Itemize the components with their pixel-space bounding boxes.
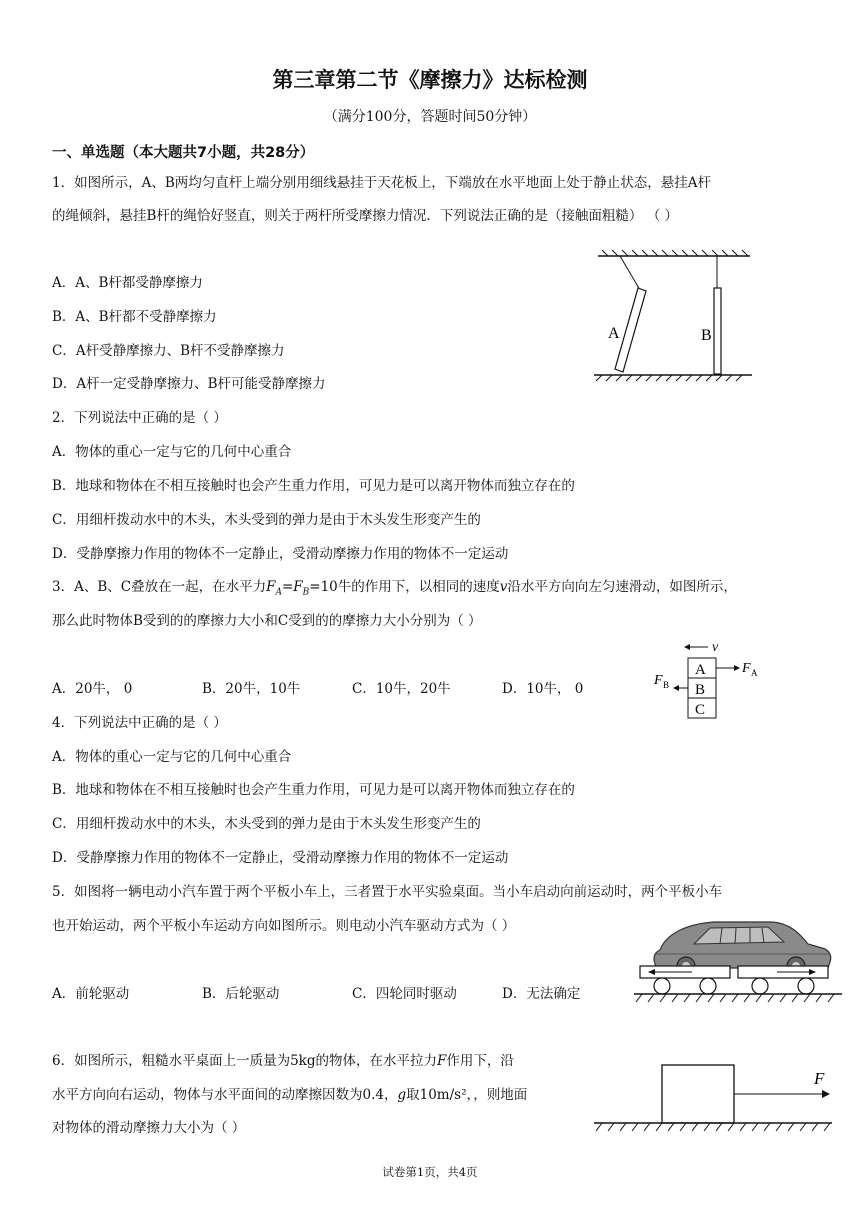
q3-stem-fa-sub: A <box>275 587 282 598</box>
q3-stem-eq: = <box>281 579 294 595</box>
q2-option-b: B．地球和物体在不相互接触时也会产生重力作用，可见力是可以离开物体而独立存在的 <box>52 478 575 494</box>
q2-option-a: A．物体的重心一定与它的几何中心重合 <box>52 444 292 460</box>
q6-stem-line2 <box>52 1085 527 1105</box>
q6-figure-block-pulled <box>592 1060 840 1134</box>
q5-option-b: B．后轮驱动 <box>202 986 280 1002</box>
q3-stem-fb: F <box>293 579 303 595</box>
q3-stem-v: v <box>499 579 508 595</box>
q6-stem-g: g <box>397 1087 407 1103</box>
section-heading-single-choice: 一、单选题（本大题共7小题，共28分） <box>52 145 315 161</box>
q6-fig-f: F <box>814 1069 825 1088</box>
q3-fig-block-b: B <box>695 682 706 698</box>
q1-option-b: B．A、B杆都不受静摩擦力 <box>52 309 217 325</box>
q5-option-a: A．前轮驱动 <box>52 986 130 1002</box>
q3-stem-line1 <box>52 577 737 603</box>
q3-stem-text: 3．A、B、C叠放在一起，在水平力 <box>52 579 267 595</box>
q3-stem-line2: 那么此时物体B受到的的摩擦力大小和C受到的的摩擦力大小分别为（ ） <box>52 613 482 629</box>
q3-stem-fb-sub: B <box>302 587 310 598</box>
q6-stem-line1 <box>52 1051 514 1071</box>
q3-fig-fb-sub: B <box>663 680 670 690</box>
q6-stem-text: 6．如图所示，粗糙水平桌面上一质量为5kg的物体，在水平拉力 <box>52 1053 437 1069</box>
q6-stem-text-post: 作用下，沿 <box>446 1053 514 1069</box>
q3-figure-stacked-blocks <box>650 638 770 728</box>
q1-stem-line2: 的绳倾斜，悬挂B杆的绳恰好竖直，则关于两杆所受摩擦力情况．下列说法正确的是（接触面粗糙） （ ） <box>52 208 679 224</box>
q5-stem-line2: 也开始运动，两个平板小车运动方向如图所示。则电动小汽车驱动方式为（ ） <box>52 918 516 934</box>
q3-stem-text-post: 沿水平方向向左匀速滑动，如图所示， <box>507 579 737 595</box>
q3-option-a: A．20牛， 0 <box>52 681 133 697</box>
q4-option-c: C．用细杆拨动水中的木头，木头受到的弹力是由于木头发生形变产生的 <box>52 816 481 832</box>
q6-stem-line3: 对物体的滑动摩擦力大小为（ ） <box>52 1120 246 1136</box>
q3-fig-fa: F <box>742 661 751 676</box>
q4-option-b: B．地球和物体在不相互接触时也会产生重力作用，可见力是可以离开物体而独立存在的 <box>52 782 575 798</box>
q1-fig-label-b: B <box>701 327 712 344</box>
page-footer: 试卷第1页，共4页 <box>382 1165 478 1179</box>
q4-stem: 4．下列说法中正确的是（ ） <box>52 715 227 731</box>
q4-option-a: A．物体的重心一定与它的几何中心重合 <box>52 749 292 765</box>
q6-stem-text2-post: 取10m/s²，，则地面 <box>406 1087 528 1103</box>
q1-stem-line1: 1．如图所示，A、B两均匀直杆上端分别用细线悬挂于天花板上，下端放在水平地面上处于静止状态，悬挂A杆 <box>52 175 712 191</box>
q3-stem-text-mid: =10牛的作用下，以相同的速度 <box>309 579 500 595</box>
q1-fig-label-a: A <box>608 325 620 342</box>
q3-fig-block-a: A <box>695 662 706 678</box>
q2-option-c: C．用细杆拨动水中的木头，木头受到的弹力是由于木头发生形变产生的 <box>52 512 481 528</box>
q3-option-c: C．10牛，20牛 <box>352 681 451 697</box>
q5-option-d: D．无法确定 <box>502 986 581 1002</box>
q5-figure-car-on-carts <box>632 908 846 1010</box>
q5-option-c: C．四轮同时驱动 <box>352 986 457 1002</box>
page-title: 第三章第二节《摩擦力》达标检测 <box>272 68 588 92</box>
q3-option-d: D．10牛， 0 <box>502 681 584 697</box>
q3-stem-fa: F <box>266 579 276 595</box>
q5-stem-line1: 5．如图将一辆电动小汽车置于两个平板小车上，三者置于水平实验桌面。当小车启动向前运动时，两个平板小车 <box>52 884 723 900</box>
q1-option-c: C．A杆受静摩擦力、B杆不受静摩擦力 <box>52 343 285 359</box>
q3-option-b: B．20牛，10牛 <box>202 681 301 697</box>
q3-fig-fb: F <box>654 673 663 688</box>
q1-option-d: D．A杆一定受静摩擦力、B杆可能受静摩擦力 <box>52 376 326 392</box>
q1-option-a: A．A、B杆都受静摩擦力 <box>52 275 203 291</box>
q3-fig-v: v <box>712 640 719 655</box>
q4-option-d: D．受静摩擦力作用的物体不一定静止，受滑动摩擦力作用的物体不一定运动 <box>52 850 509 866</box>
q2-option-d: D．受静摩擦力作用的物体不一定静止，受滑动摩擦力作用的物体不一定运动 <box>52 546 509 562</box>
q1-figure-rods <box>590 248 760 384</box>
q3-fig-block-c: C <box>695 702 706 718</box>
q6-stem-f: F <box>437 1053 447 1069</box>
q2-stem: 2．下列说法中正确的是（ ） <box>52 410 227 426</box>
page-subtitle: （满分100分，答题时间50分钟） <box>323 109 537 125</box>
q6-stem-text2: 水平方向向右运动，物体与水平面间的动摩擦因数为0.4， <box>52 1087 398 1103</box>
q3-fig-fa-sub: A <box>751 668 758 678</box>
